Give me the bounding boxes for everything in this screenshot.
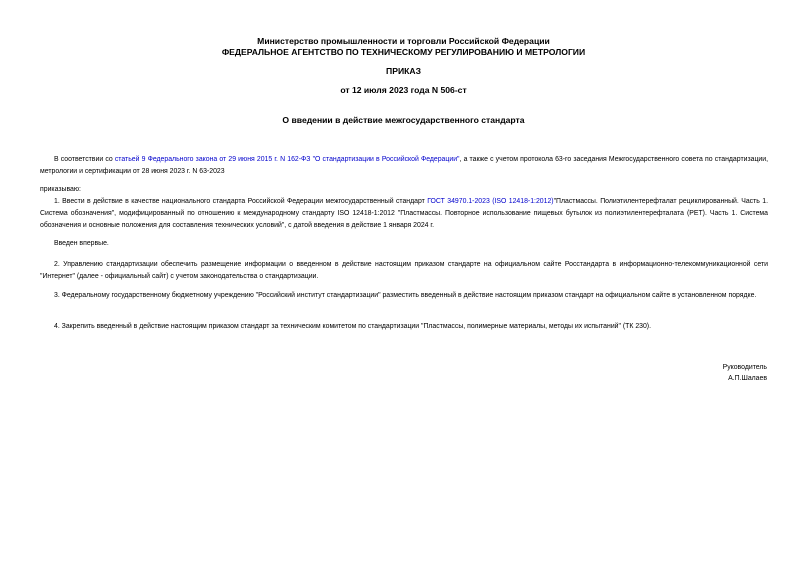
introduced-first-note: Введен впервые. [54, 240, 109, 247]
ministry-title: Министерство промышленности и торговли Российской Федерации [257, 36, 550, 46]
preamble-prefix: В соответствии со [54, 156, 115, 163]
item-4-paragraph: 4. Закрепить введенный в действие настоящим приказом стандарт за техническим комитетом по стандартизации "Пластмассы, полимерные материалы, методы их испытаний" (ТК 230). [54, 323, 652, 330]
document-subject: О введении в действие межгосударственного стандарта [282, 115, 525, 125]
document-date-number: от 12 июля 2023 года N 506-ст [340, 85, 467, 95]
item-2-paragraph: 2. Управлению стандартизации обеспечить размещение информации о введенном в действие настоящим приказом стандарте на официальном сайте Росстандарта в информационно-телекоммуникационной сети "Интернет" (далее - официальный сайт) с учетом законодательства о стандартизации. [40, 261, 768, 280]
item-3-paragraph: 3. Федеральному государственному бюджетному учреждению "Российский институт стандартизации" разместить введенный в действие настоящим приказом стандарт на официальном сайте в установленном порядке. [54, 292, 757, 299]
agency-title: ФЕДЕРАЛЬНОЕ АГЕНТСТВО ПО ТЕХНИЧЕСКОМУ РЕГУЛИРОВАНИЮ И МЕТРОЛОГИИ [221, 47, 586, 57]
item-1-paragraph [40, 196, 768, 232]
item-1-prefix: 1. Ввести в действие в качестве национального стандарта Российской Федерации межгосударственный стандарт [54, 198, 428, 205]
federal-law-link[interactable]: статьей 9 Федерального закона от 29 июня 2015 г. N 162-ФЗ "О стандартизации в Российской Федерации" [114, 156, 460, 163]
order-word: приказываю: [40, 186, 81, 193]
signature-title: Руководитель [722, 364, 767, 371]
document-type: ПРИКАЗ [386, 66, 421, 76]
signature-name: А.П.Шалаев [728, 375, 767, 382]
item-1-suffix: "Пластмассы. Полиэтилентерефталат рециклированный. Часть 1. Система обозначения", модифицированный по отношению к международному стандарту ISO 12418-1:2012 "Пластмассы. Повторное использование пищевых бутылок из полиэтилентерефталата (PET). Часть 1. Система обозначения и основные положения для составления технических условий", с датой введения в действие 1 января 2024 г. [40, 198, 768, 229]
preamble-suffix: , а также с учетом протокола 63-го заседания Межгосударственного совета по стандартизации, метрологии и сертификации от 28 июня 2023 г. N 63-2023 [40, 156, 768, 175]
gost-standard-link[interactable]: ГОСТ 34970.1-2023 (ISO 12418-1:2012) [427, 198, 554, 205]
preamble-paragraph [40, 154, 768, 178]
